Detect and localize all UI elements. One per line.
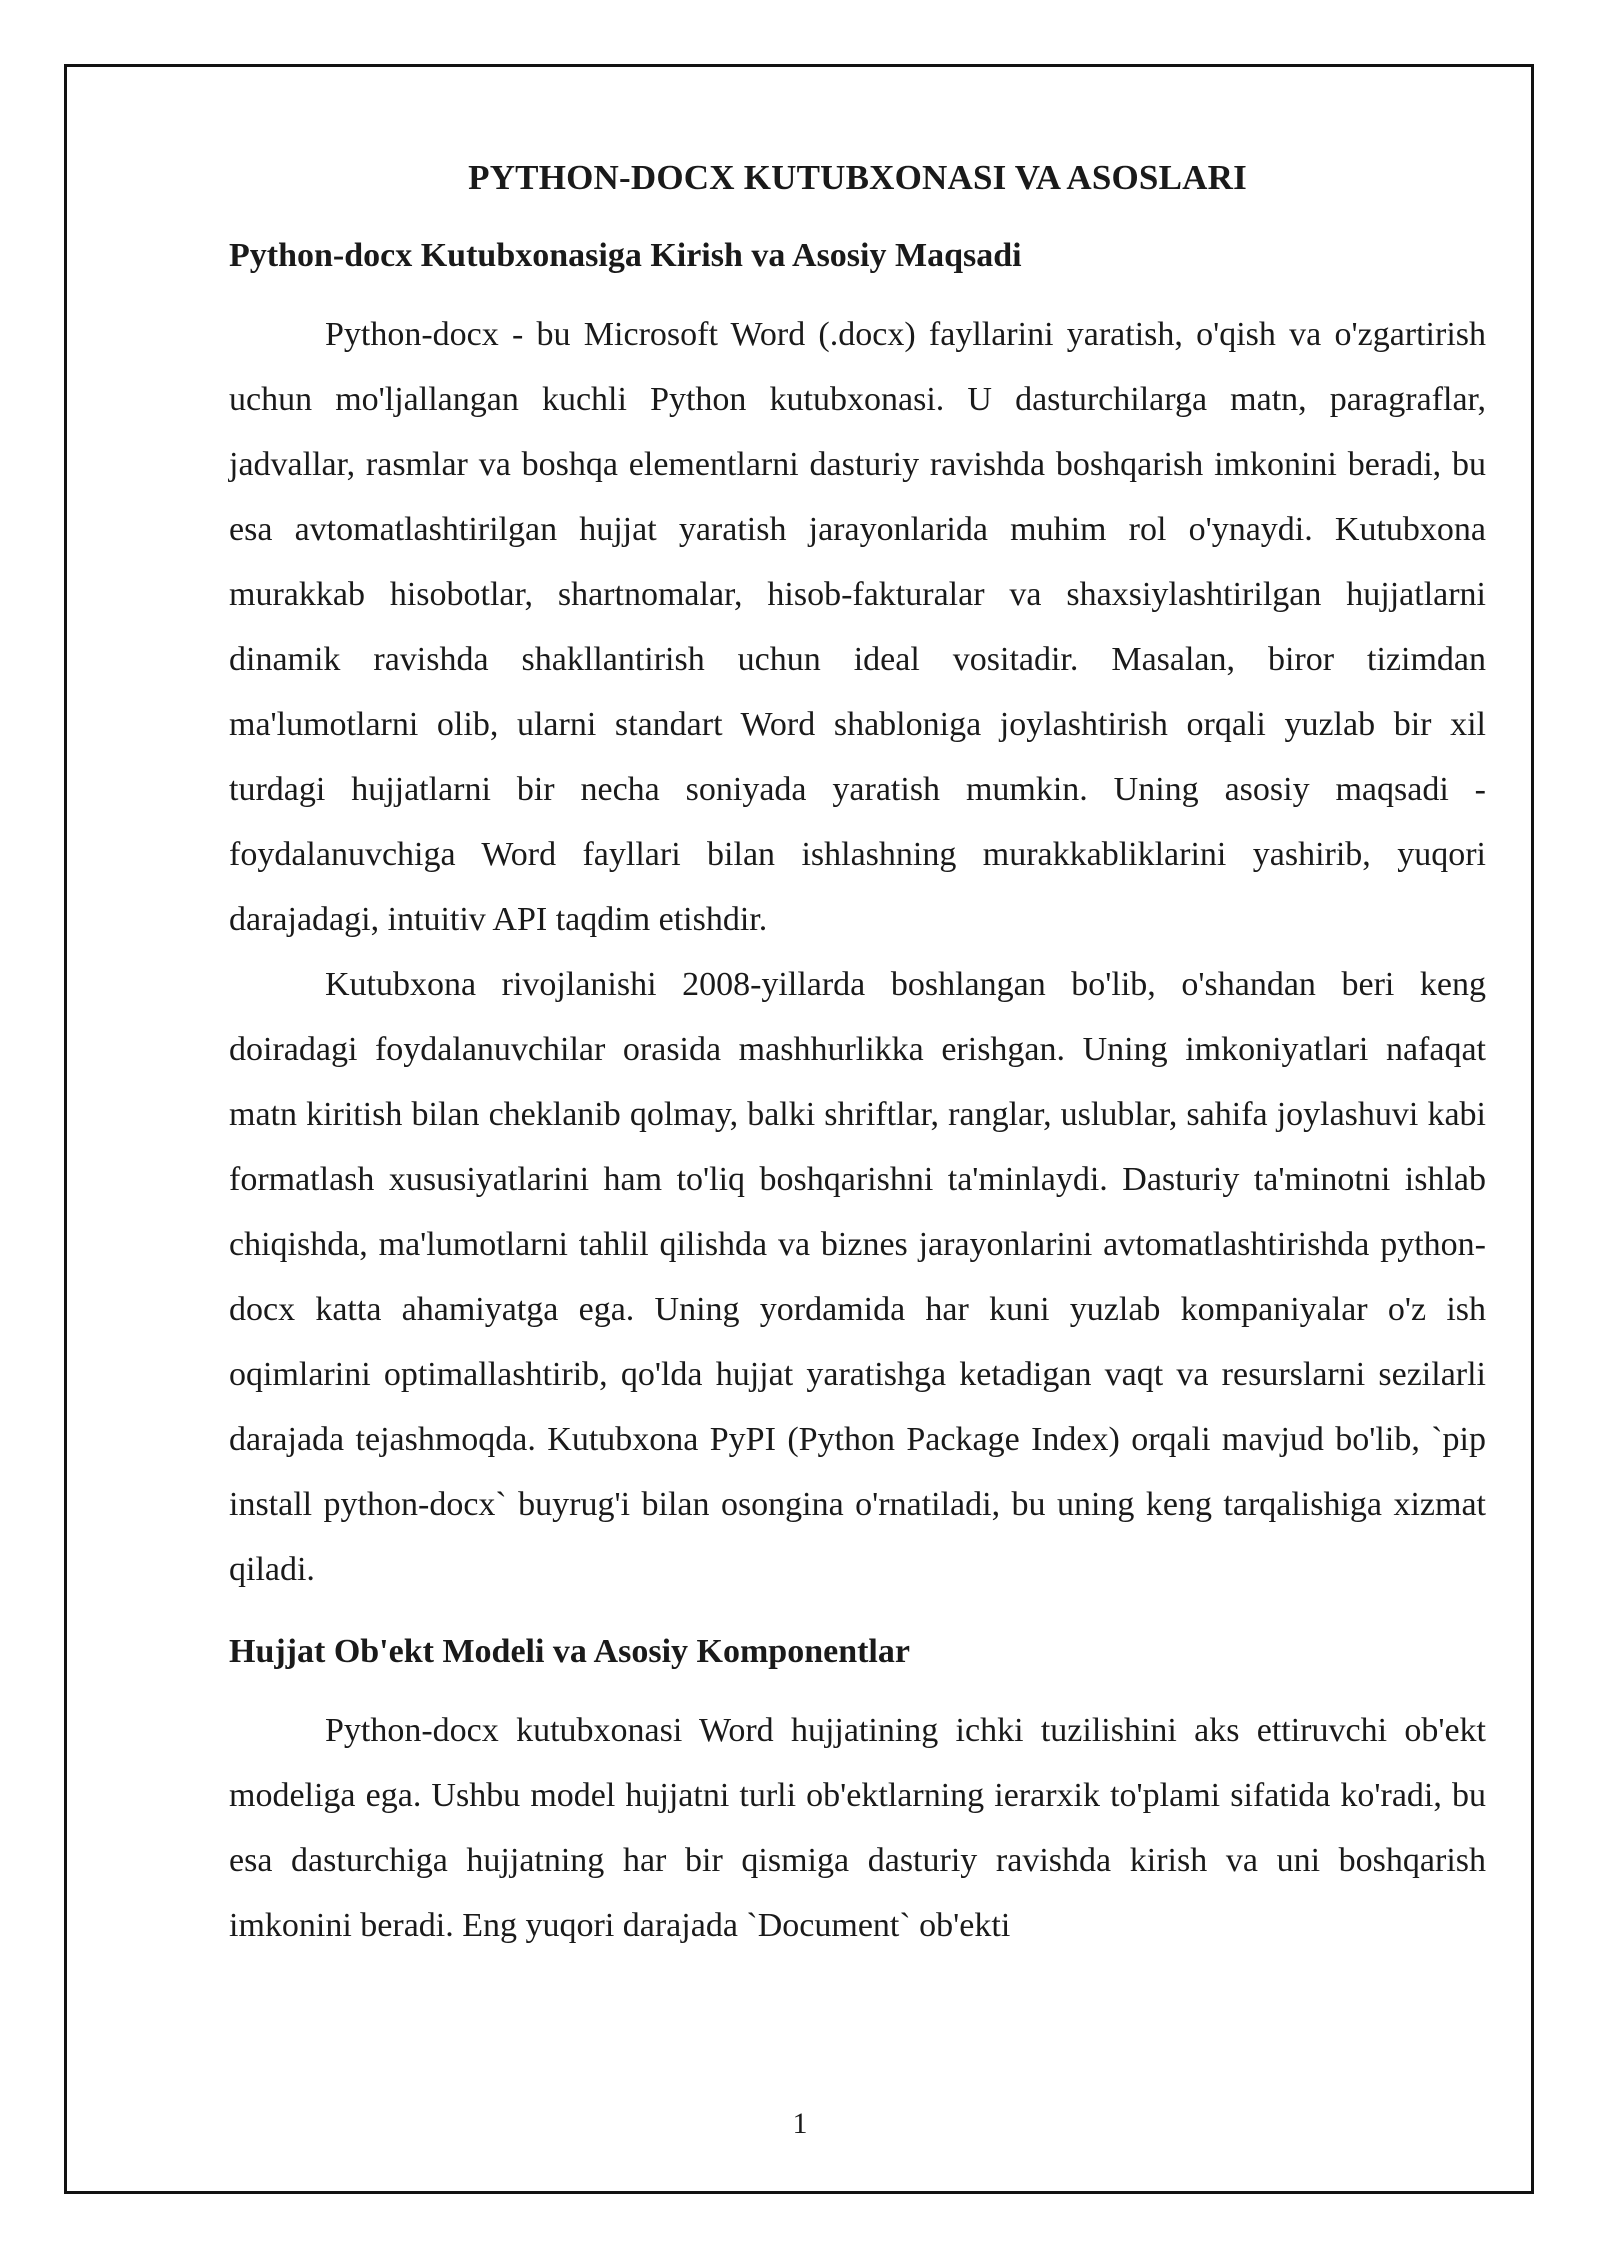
paragraph-object-model-1: Python-docx kutubxonasi Word hujjatining ichki tuzilishini aks ettiruvchi ob'ekt modeliga ega. Ushbu model hujjatni turli ob'ektlarning ierarxik to'plami sifatida ko'radi, bu esa dasturchiga hujjatning har bir qismiga dasturiy ravishda kirish va uni boshqarish imkonini beradi. Eng yuqori darajada `Document` ob'ekti — [229, 1712, 1486, 1944]
page-number: 1 — [792, 2107, 808, 2140]
page-content — [229, 130, 1486, 1958]
section-heading-object-model: Hujjat Ob'ekt Modeli va Asosiy Komponentlar — [229, 1633, 910, 1670]
paragraph-introduction-1: Python-docx - bu Microsoft Word (.docx) fayllarini yaratish, o'qish va o'zgartirish uchun mo'ljallangan kuchli Python kutubxonasi. U dasturchilarga matn, paragraflar, jadvallar, rasmlar va boshqa elementlarni dasturiy ravishda boshqarish imkonini beradi, bu esa avtomatlashtirilgan hujjat yaratish jarayonlarida muhim rol o'ynaydi. Kutubxona murakkab hisobotlar, shartnomalar, hisob-fakturalar va shaxsiylashtirilgan hujjatlarni dinamik ravishda shakllantirish uchun ideal vositadir. Masalan, biror tizimdan ma'lumotlarni olib, ularni standart Word shabloniga joylashtirish orqali yuzlab bir xil turdagi hujjatlarni bir necha soniyada yaratish mumkin. Uning asosiy maqsadi - foydalanuvchiga Word fayllari bilan ishlashning murakkabliklarini yashirib, yuqori darajadagi, intuitiv API taqdim etishdir. — [229, 316, 1486, 938]
document-title: PYTHON-DOCX KUTUBXONASI VA ASOSLARI — [468, 158, 1247, 197]
paragraph-introduction-2: Kutubxona rivojlanishi 2008-yillarda boshlangan bo'lib, o'shandan beri keng doiradagi foydalanuvchilar orasida mashhurlikka erishgan. Uning imkoniyatlari nafaqat matn kiritish bilan cheklanib qolmay, balki shriftlar, ranglar, uslublar, sahifa joylashuvi kabi formatlash xususiyatlarini ham to'liq boshqarishni ta'minlaydi. Dasturiy ta'minotni ishlab chiqishda, ma'lumotlarni tahlil qilishda va biznes jarayonlarini avtomatlashtirishda python-docx katta ahamiyatga ega. Uning yordamida har kuni yuzlab kompaniyalar o'z ish oqimlarini optimallashtirib, qo'lda hujjat yaratishga ketadigan vaqt va resurslarni sezilarli darajada tejashmoqda. Kutubxona PyPI (Python Package Index) orqali mavjud bo'lib, `pip install python-docx` buyrug'i bilan osongina o'rnatiladi, bu uning keng tarqalishiga xizmat qiladi. — [229, 966, 1486, 1588]
section-heading-introduction: Python-docx Kutubxonasiga Kirish va Asosiy Maqsadi — [229, 237, 1022, 274]
